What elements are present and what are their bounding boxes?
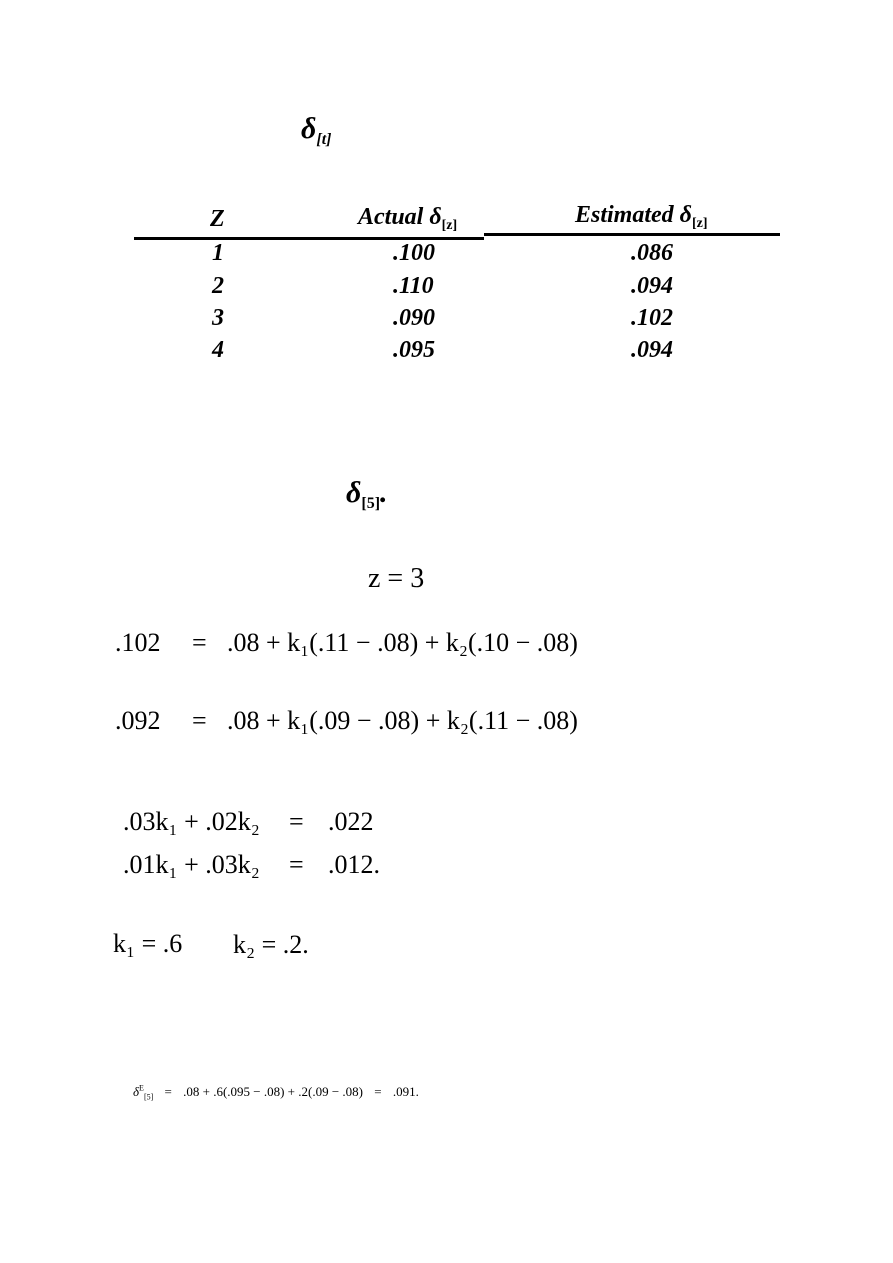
delta-t-heading [301,112,331,149]
cell-actual: .095 [393,337,435,363]
system-lhs: .01k₁ + .03k₂ [123,850,260,879]
cell-z: 2 [212,273,224,299]
col-header-actual [358,204,457,234]
solution-k1: k₁ = .6 [113,929,183,958]
cell-estimated: .086 [631,240,673,266]
cell-actual: .090 [393,305,435,331]
delta-subscript: [t] [316,131,332,148]
final-equals-1: = [164,1084,172,1100]
cell-estimated: .094 [631,337,673,363]
delta-subscript: [5] [361,495,381,512]
cell-actual: .110 [393,273,434,299]
col-header-estimated-sub: [z] [691,216,708,231]
final-estimate [133,1084,419,1102]
final-result: .091. [392,1084,419,1100]
delta-5-heading [346,476,388,513]
col-header-estimated [575,202,708,232]
final-equals-2: = [374,1084,382,1100]
system-rhs: .012. [328,850,380,879]
col-header-actual-sub: [z] [441,218,458,233]
system-equals: = [289,850,304,879]
equation-rhs: .08 + k₁(.11 − .08) + k₂(.10 − .08) [227,628,578,657]
final-expression: .08 + .6(.095 − .08) + .2(.09 − .08) [183,1084,364,1100]
system-rhs: .022 [328,807,374,836]
system-equals: = [289,807,304,836]
cell-estimated: .102 [631,305,673,331]
cell-estimated: .094 [631,273,673,299]
final-lhs: $\delta^E_{[5]}$ [133,1084,154,1102]
equation-equals: = [192,706,207,735]
cell-z: 3 [212,305,224,331]
equation-lhs: .102 [115,628,161,657]
z-equation: z = 3 [368,563,425,594]
system-lhs: .03k₁ + .02k₂ [123,807,260,836]
equation-equals: = [192,628,207,657]
equation-rhs: .08 + k₁(.09 − .08) + k₂(.11 − .08) [227,706,578,735]
col-header-estimated-text: Estimated δ [575,202,692,228]
delta-symbol: δ [301,112,317,145]
col-header-actual-text: Actual δ [358,204,442,230]
cell-z: 1 [212,240,224,266]
col-header-z: Z [210,206,225,232]
cell-z: 4 [212,337,224,363]
delta-trail: . [380,476,388,509]
delta-symbol: δ [346,476,362,509]
header-rule-right [484,233,780,236]
equation-lhs: .092 [115,706,161,735]
solution-k2: k₂ = .2. [233,930,309,959]
cell-actual: .100 [393,240,435,266]
